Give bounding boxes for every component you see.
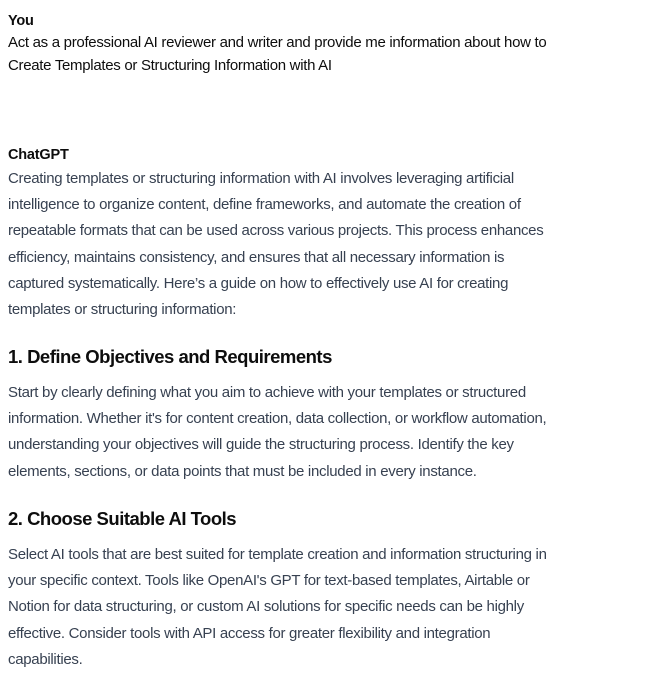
section-2 [8,506,655,673]
user-message [8,11,655,77]
assistant-author-label: ChatGPT [8,147,69,163]
paragraph-line: repeatable formats that can be used across various projects. This process enhances [8,222,544,240]
section-heading: 1. Define Objectives and Requirements [8,346,332,367]
assistant-intro-paragraph [8,166,655,323]
user-author-label: You [8,13,34,29]
paragraph-line: effective. Consider tools with API access for greater flexibility and integration [8,624,491,642]
paragraph-line: Select AI tools that are best suited for template creation and information structuring in [8,546,547,563]
paragraph-line: capabilities. [8,650,83,668]
user-message-line: Create Templates or Structuring Information with AI [8,57,332,74]
paragraph-line: Notion for data structuring, or custom AI solutions for specific needs can be highly [8,598,524,616]
paragraph-line: captured systematically. Here’s a guide on how to effectively use AI for creating [8,274,509,292]
assistant-message [8,145,655,323]
section-1 [8,344,655,485]
user-message-line: Act as a professional AI reviewer and writer and provide me information about how to [8,34,547,51]
paragraph-line: efficiency, maintains consistency, and ensures that all necessary information is [8,248,505,266]
paragraph-line: your specific context. Tools like OpenAI's GPT for text-based templates, Airtable or [8,572,530,590]
paragraph-line: templates or structuring information: [8,301,237,319]
section-paragraph [8,380,655,485]
paragraph-line: information. Whether it's for content creation, data collection, or workflow automation, [8,410,547,428]
user-message-text [8,31,655,77]
paragraph-line: elements, sections, or data points that must be included in every instance. [8,462,477,480]
section-heading: 2. Choose Suitable AI Tools [8,508,237,529]
paragraph-line: Start by clearly defining what you aim to achieve with your templates or structured [8,384,526,401]
paragraph-line: Creating templates or structuring information with AI involves leveraging artificial [8,170,514,187]
paragraph-line: intelligence to organize content, define frameworks, and automate the creation of [8,196,521,214]
section-paragraph [8,542,655,673]
paragraph-line: understanding your objectives will guide the structuring process. Identify the key [8,436,514,454]
